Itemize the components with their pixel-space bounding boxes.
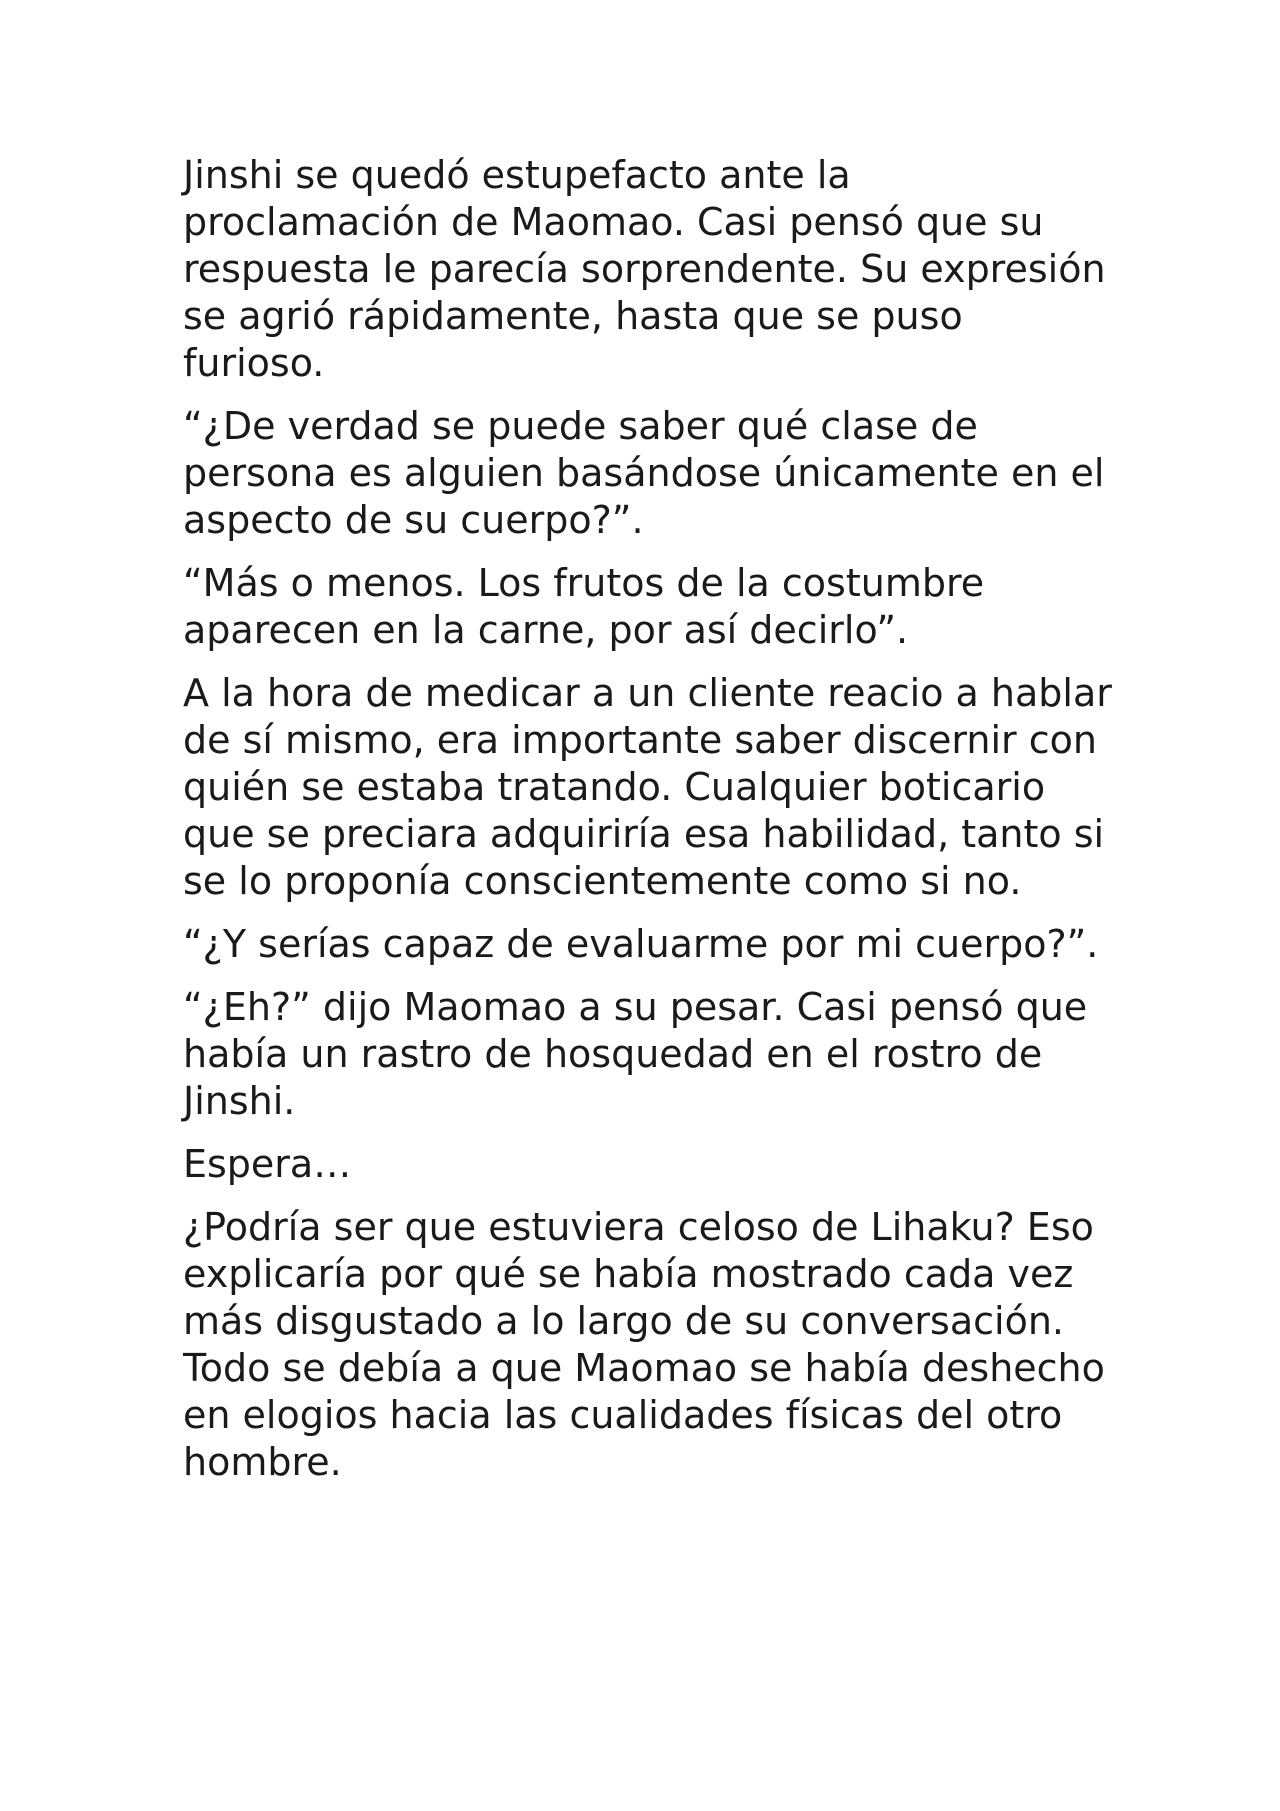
document-body <box>183 152 1113 1502</box>
paragraph: “¿De verdad se puede saber qué clase de persona es alguien basándose únicamente en el aspecto de su cuerpo?”. <box>183 404 1105 542</box>
paragraph: “Más o menos. Los frutos de la costumbre aparecen en la carne, por así decirlo”. <box>183 561 985 652</box>
paragraph: Jinshi se quedó estupefacto ante la proclamación de Maomao. Casi pensó que su respuesta le parecía sorprendente. Su expresión se agrió rápidamente, hasta que se puso furioso. <box>183 153 1106 385</box>
paragraph: ¿Podría ser que estuviera celoso de Lihaku? Eso explicaría por qué se había mostrado cada vez más disgustado a lo largo de su conversación. Todo se debía a que Maomao se había deshecho en elogios hacia las cualidades físicas del otro hombre. <box>183 1205 1105 1484</box>
paragraph: Espera… <box>183 1142 352 1186</box>
paragraph: “¿Eh?” dijo Maomao a su pesar. Casi pensó que había un rastro de hosquedad en el rostro de Jinshi. <box>183 985 1088 1123</box>
paragraph: A la hora de medicar a un cliente reacio a hablar de sí mismo, era importante saber discernir con quién se estaba tratando. Cualquier boticario que se preciara adquiriría esa habilidad, tanto si se lo proponía conscientemente como si no. <box>183 671 1112 903</box>
paragraph: “¿Y serías capaz de evaluarme por mi cuerpo?”. <box>183 922 1099 966</box>
